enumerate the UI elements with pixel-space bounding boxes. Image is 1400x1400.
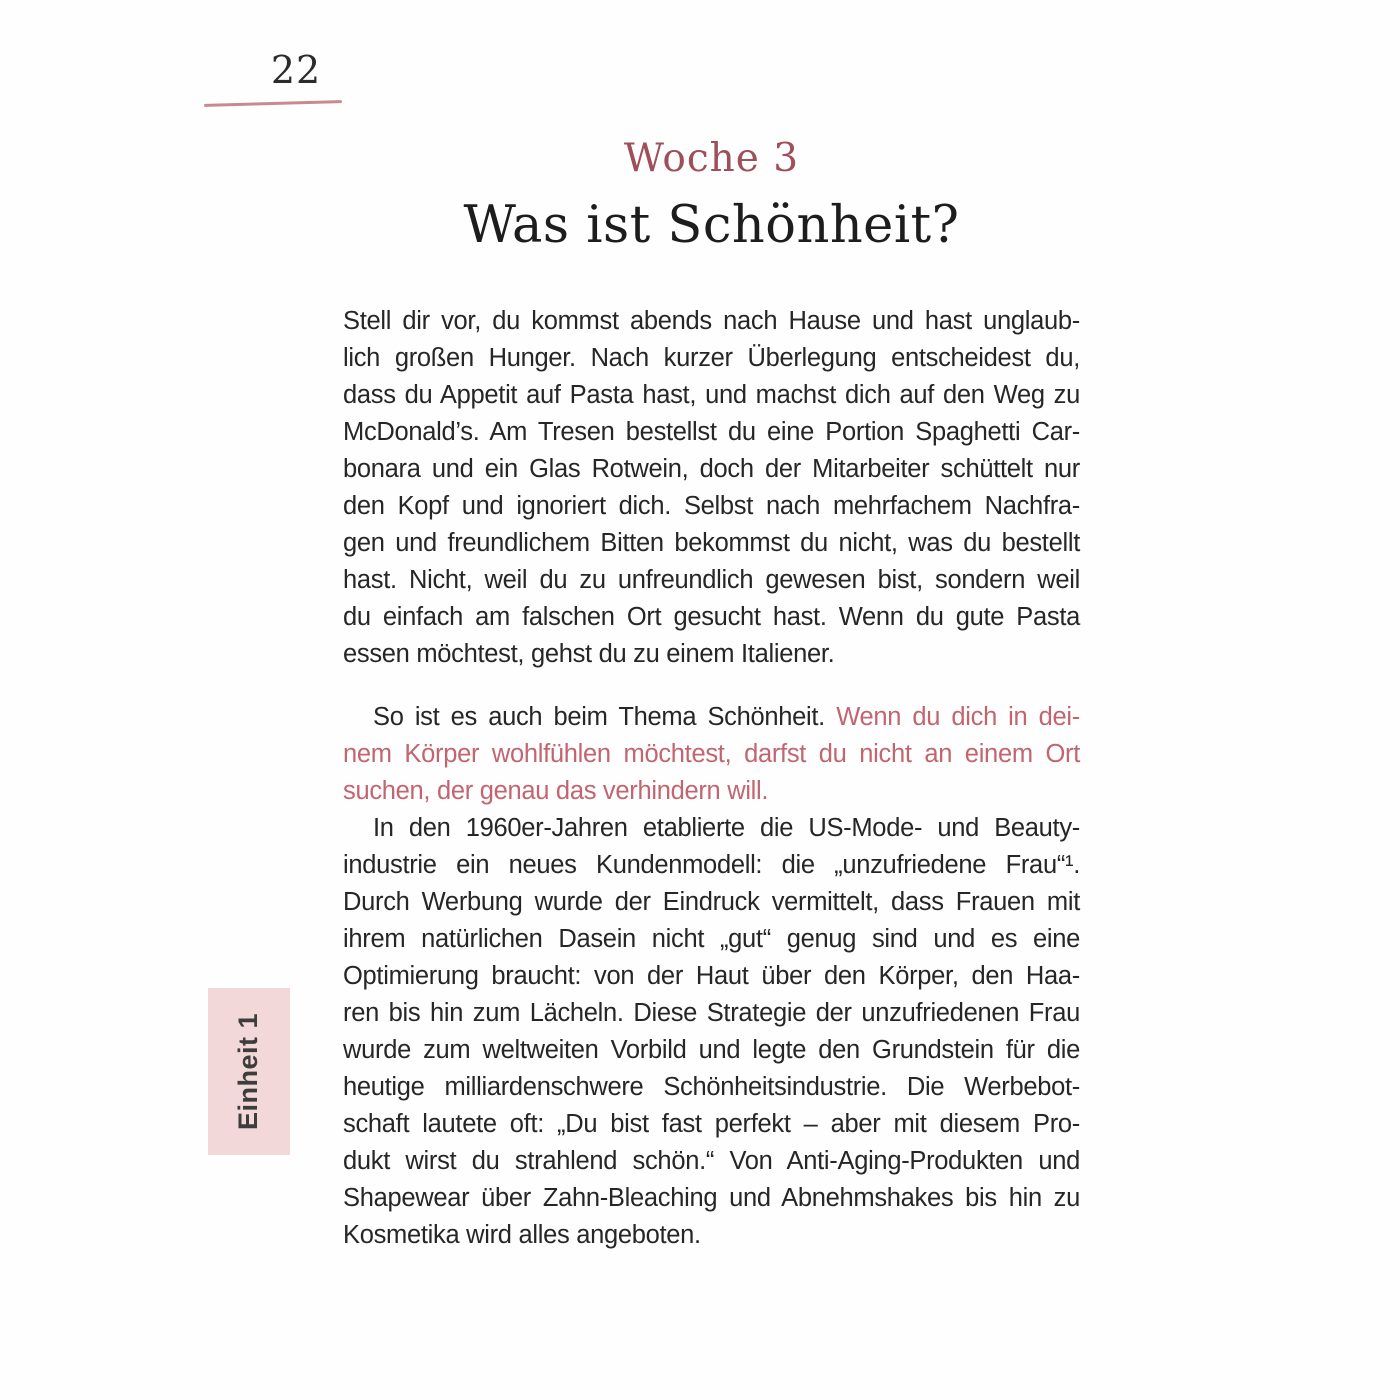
text-line: ren bis hin zum Lächeln. Diese Strategie der unzufriedenen Frau [343, 999, 1080, 1027]
text-line: den Kopf und ignoriert dich. Selbst nach mehrfachem Nachfra- [343, 492, 1080, 520]
page-title: Was ist Schönheit? [463, 196, 960, 255]
body-text [343, 303, 1080, 1254]
text-line: dass du Appetit auf Pasta hast, und machst dich auf den Weg zu [343, 381, 1080, 409]
paragraph-emphasis [343, 699, 1080, 810]
text-run: So ist es auch beim Thema Schönheit. [373, 703, 825, 731]
text-line: lich großen Hunger. Nach kurzer Überlegung entscheidest du, [343, 344, 1080, 372]
text-line: du einfach am falschen Ort gesucht hast. Wenn du gute Pasta [343, 603, 1080, 631]
text-line: gen und freundlichem Bitten bekommst du nicht, was du bestellt [343, 529, 1080, 557]
text-line: wurde zum weltweiten Vorbild und legte den Grundstein für die [343, 1036, 1080, 1064]
page-number: 22 [270, 48, 322, 92]
paragraph-intro [343, 303, 1080, 673]
text-line: McDonald’s. Am Tresen bestellst du eine Portion Spaghetti Car- [343, 418, 1080, 446]
text-line: Optimierung braucht: von der Haut über den Körper, den Haa- [343, 962, 1080, 990]
text-line: ihrem natürlichen Dasein nicht „gut“ genug sind und es eine [343, 925, 1080, 953]
unit-tab [208, 988, 290, 1155]
paragraph-history [343, 810, 1080, 1254]
week-kicker: Woche 3 [623, 136, 800, 181]
text-line: schaft lautete oft: „Du bist fast perfekt – aber mit diesem Pro- [343, 1110, 1080, 1138]
emphasis-text-line: nem Körper wohlfühlen möchtest, darfst du nicht an einem Ort [343, 740, 1080, 768]
text-line: Shapewear über Zahn-Bleaching und Abnehmshakes bis hin zu [343, 1184, 1080, 1212]
text-line: essen möchtest, gehst du zu einem Italiener. [343, 640, 835, 668]
emphasis-text-line: suchen, der genau das verhindern will. [343, 777, 769, 805]
page-number-rule [204, 100, 342, 107]
text-line: In den 1960er-Jahren etablierte die US-Mode- und Beauty- [373, 814, 1080, 842]
text-line: hast. Nicht, weil du zu unfreundlich gewesen bist, sondern weil [343, 566, 1080, 594]
text-line: dukt wirst du strahlend schön.“ Von Anti-Aging-Produkten und [343, 1147, 1080, 1175]
emphasis-text: Wenn du dich in dei- [836, 703, 1080, 731]
unit-tab-label: Einheit 1 [233, 1012, 264, 1131]
text-line: Durch Werbung wurde der Eindruck vermittelt, dass Frauen mit [343, 888, 1080, 916]
text-line: Kosmetika wird alles angeboten. [343, 1221, 701, 1249]
text-line: heutige milliardenschwere Schönheitsindustrie. Die Werbebot- [343, 1073, 1080, 1101]
text-line: Stell dir vor, du kommst abends nach Hause und hast unglaub- [343, 307, 1080, 335]
text-line [343, 699, 1080, 736]
text-line: industrie ein neues Kundenmodell: die „unzufriedene Frau“¹. [343, 851, 1080, 879]
text-line: bonara und ein Glas Rotwein, doch der Mitarbeiter schüttelt nur [343, 455, 1080, 483]
